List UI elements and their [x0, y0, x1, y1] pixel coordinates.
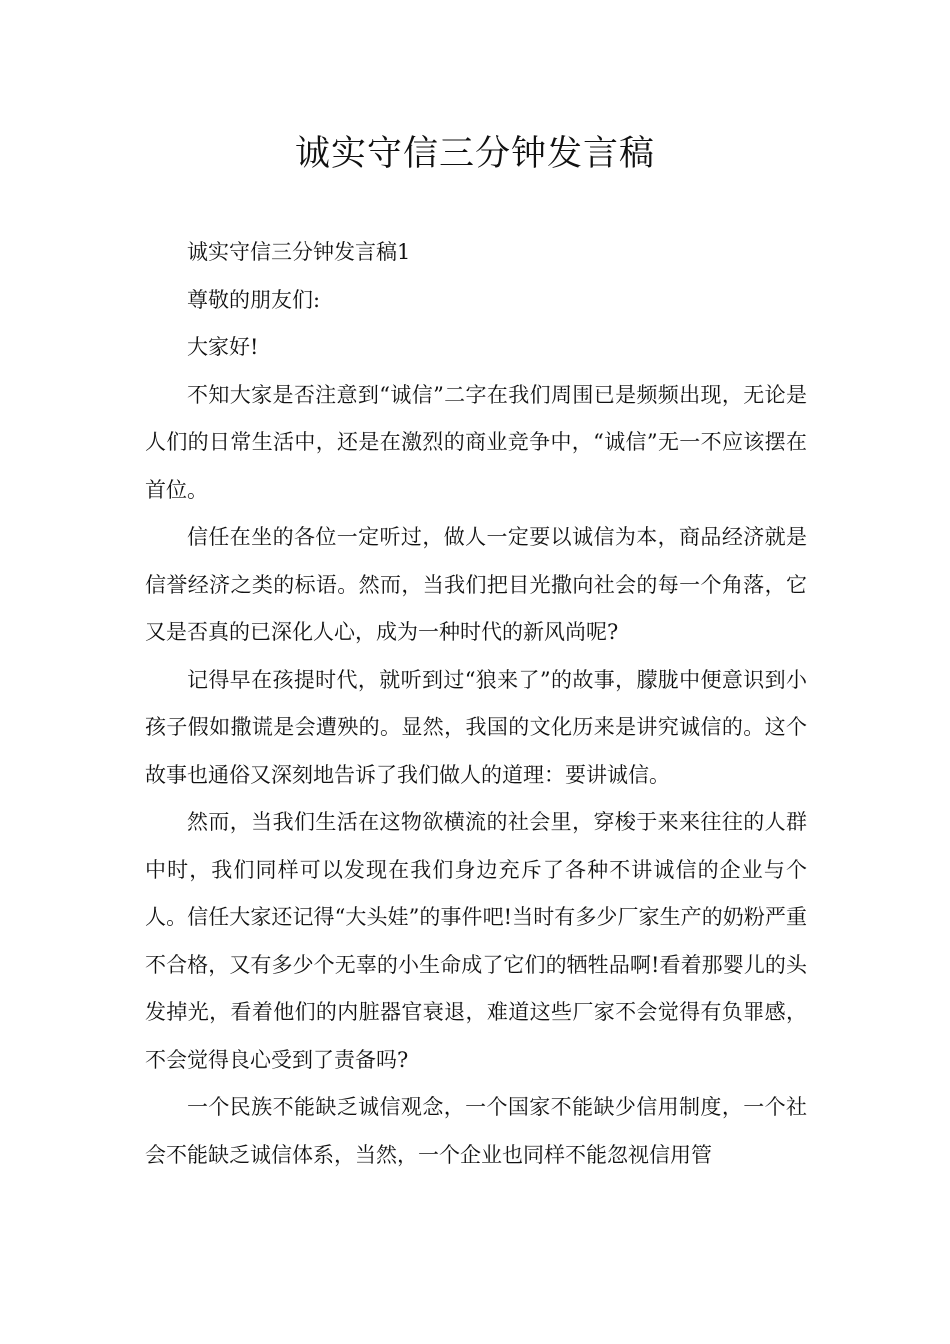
paragraph-subtitle: 诚实守信三分钟发言稿1 — [187, 240, 411, 264]
document-title: 诚实守信三分钟发言稿 — [294, 134, 655, 174]
paragraph: 一个民族不能缺乏诚信观念，一个国家不能缺少信用制度，一个社会不能缺乏诚信体系，当然，一个企业也同样不能忽视信用管 — [145, 1095, 807, 1167]
paragraph-salutation: 尊敬的朋友们: — [187, 287, 321, 312]
document-body — [145, 229, 807, 1179]
paragraph-greeting: 大家好! — [187, 335, 259, 359]
paragraph: 不知大家是否注意到“诚信”二字在我们周围已是频频出现，无论是人们的日常生活中，还是在激烈的商业竞争中，“诚信”无一不应该摆在首位。 — [145, 382, 807, 502]
paragraph: 信任在坐的各位一定听过，做人一定要以诚信为本，商品经济就是信誉经济之类的标语。然而，当我们把目光撒向社会的每一个角落，它又是否真的已深化人心，成为一种时代的新风尚呢? — [145, 525, 807, 644]
paragraph: 然而，当我们生活在这物欲横流的社会里，穿梭于来来往往的人群中时，我们同样可以发现在我们身边充斥了各种不讲诚信的企业与个人。信任大家还记得“大头娃”的事件吧!当时有多少厂家生产的奶粉严重不合格，又有多少个无辜的小生命成了它们的牺牲品啊!看着那婴儿的头发掉光，看着他们的内脏器官衰退，难道这些厂家不会觉得有负罪感，不会觉得良心受到了责备吗? — [145, 810, 807, 1072]
paragraph: 记得早在孩提时代，就听到过“狼来了”的故事，朦胧中便意识到小孩子假如撒谎是会遭殃的。显然，我国的文化历来是讲究诚信的。这个故事也通俗又深刻地告诉了我们做人的道理：要讲诚信。 — [145, 667, 807, 787]
